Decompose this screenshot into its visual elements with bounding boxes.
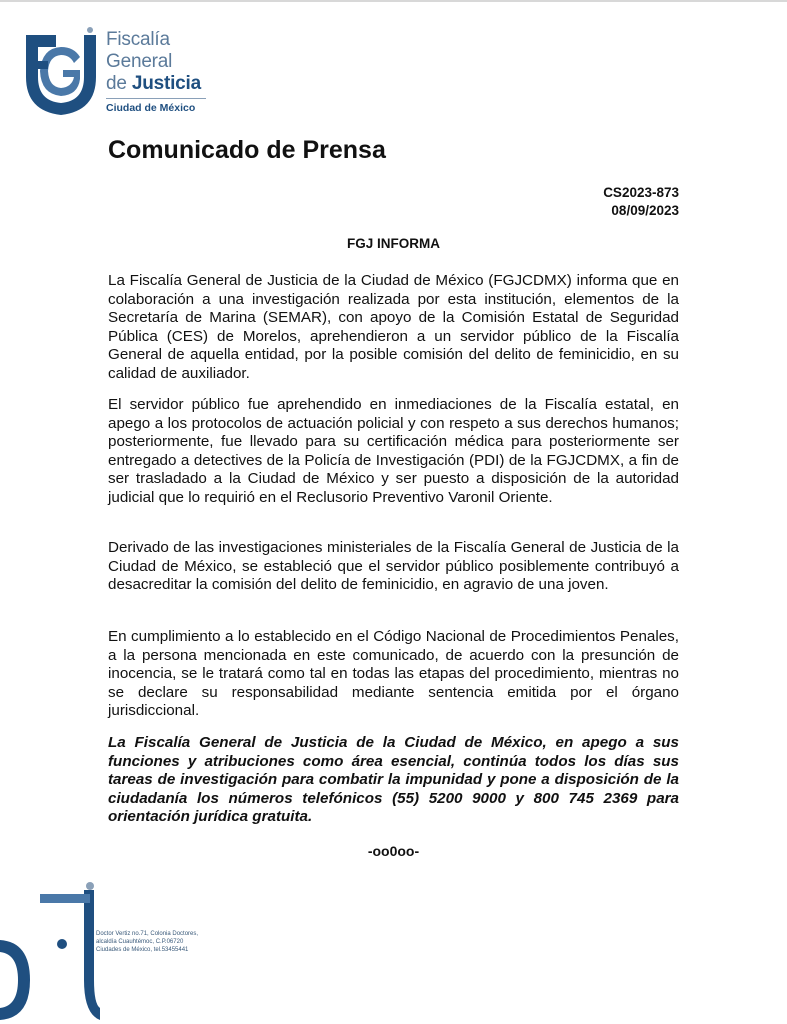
address-line: Doctor Vertiz no.71, Colonia Doctores, (96, 931, 199, 937)
logo-line-general: General (106, 51, 173, 72)
fgj-emblem-icon (22, 25, 100, 117)
logo-line-fiscalia: Fiscalía (106, 29, 170, 50)
address-line: Ciudades de México, tel.53455441 (96, 947, 189, 953)
paragraph: Derivado de las investigaciones ministeriales de la Fiscalía General de Justicia de la Ciudad de México, se estableció que el servidor público posiblemente contribuyó a desacreditar la comisión del delito de feminicidio, en agravio de una joven. (108, 539, 679, 594)
logo-wordmark (106, 29, 216, 114)
document-title: Comunicado de Prensa (108, 136, 386, 164)
closing-statement: La Fiscalía General de Justicia de la Ciudad de México, en apego a sus funciones y atribuciones como área esencial, continúa todos los días sus tareas de investigación para combatir la impunidad y pone a disposición de la ciudadanía los números telefónicos (55) 5200 9000 y 800 745 2369 para orientación jurídica gratuita. (108, 734, 679, 826)
address-line: alcaldía Cuauhtémoc, C.P.06720 (96, 939, 184, 945)
footer-emblem-icon (0, 880, 100, 1024)
paragraph: El servidor público fue aprehendido en inmediaciones de la Fiscalía estatal, en apego a los protocolos de actuación policial y con respeto a sus derechos humanos; posteriormente, fue llevado para su certificación médica para posteriormente ser entregado a detectives de la Policía de Investigación (PDI) de la FGJCDMX, a fin de ser trasladado a la Ciudad de México y ser puesto a disposición de la autoridad judicial que lo requirió en el Reclusorio Preventivo Varonil Oriente. (108, 396, 679, 506)
logo-justicia: Justicia (131, 73, 201, 94)
logo-rule (106, 98, 206, 99)
paragraph: La Fiscalía General de Justicia de la Ciudad de México (FGJCDMX) informa que en colaboración a una investigación realizada por esta institución, elementos de la Secretaría de Marina (SEMAR), con apoyo de la Comisión Estatal de Seguridad Pública (CES) de Morelos, aprehendieron a un servidor público de la Fiscalía General de aquella entidad, por la posible comisión del delito de feminicidio, en su calidad de auxiliador. (108, 272, 679, 382)
document-meta (603, 184, 679, 220)
paragraph: En cumplimiento a lo establecido en el Código Nacional de Procedimientos Penales, a la persona mencionada en este comunicado, de acuerdo con la presunción de inocencia, se le tratará como tal en todas las etapas del procedimiento, mientras no se declare su responsabilidad mediante sentencia emitida por el órgano jurisdiccional. (108, 628, 679, 720)
fgj-logo (22, 25, 212, 120)
document-date: 08/09/2023 (611, 203, 679, 218)
top-border (0, 0, 787, 2)
closing-mark: -oo0oo- (367, 843, 420, 859)
reference-number: CS2023-873 (603, 185, 679, 200)
logo-de: de (106, 73, 127, 94)
logo-line-justicia (106, 73, 216, 95)
logo-subtitle: Ciudad de México (106, 102, 196, 114)
section-heading: FGJ INFORMA (347, 236, 440, 251)
footer-address (96, 930, 226, 954)
